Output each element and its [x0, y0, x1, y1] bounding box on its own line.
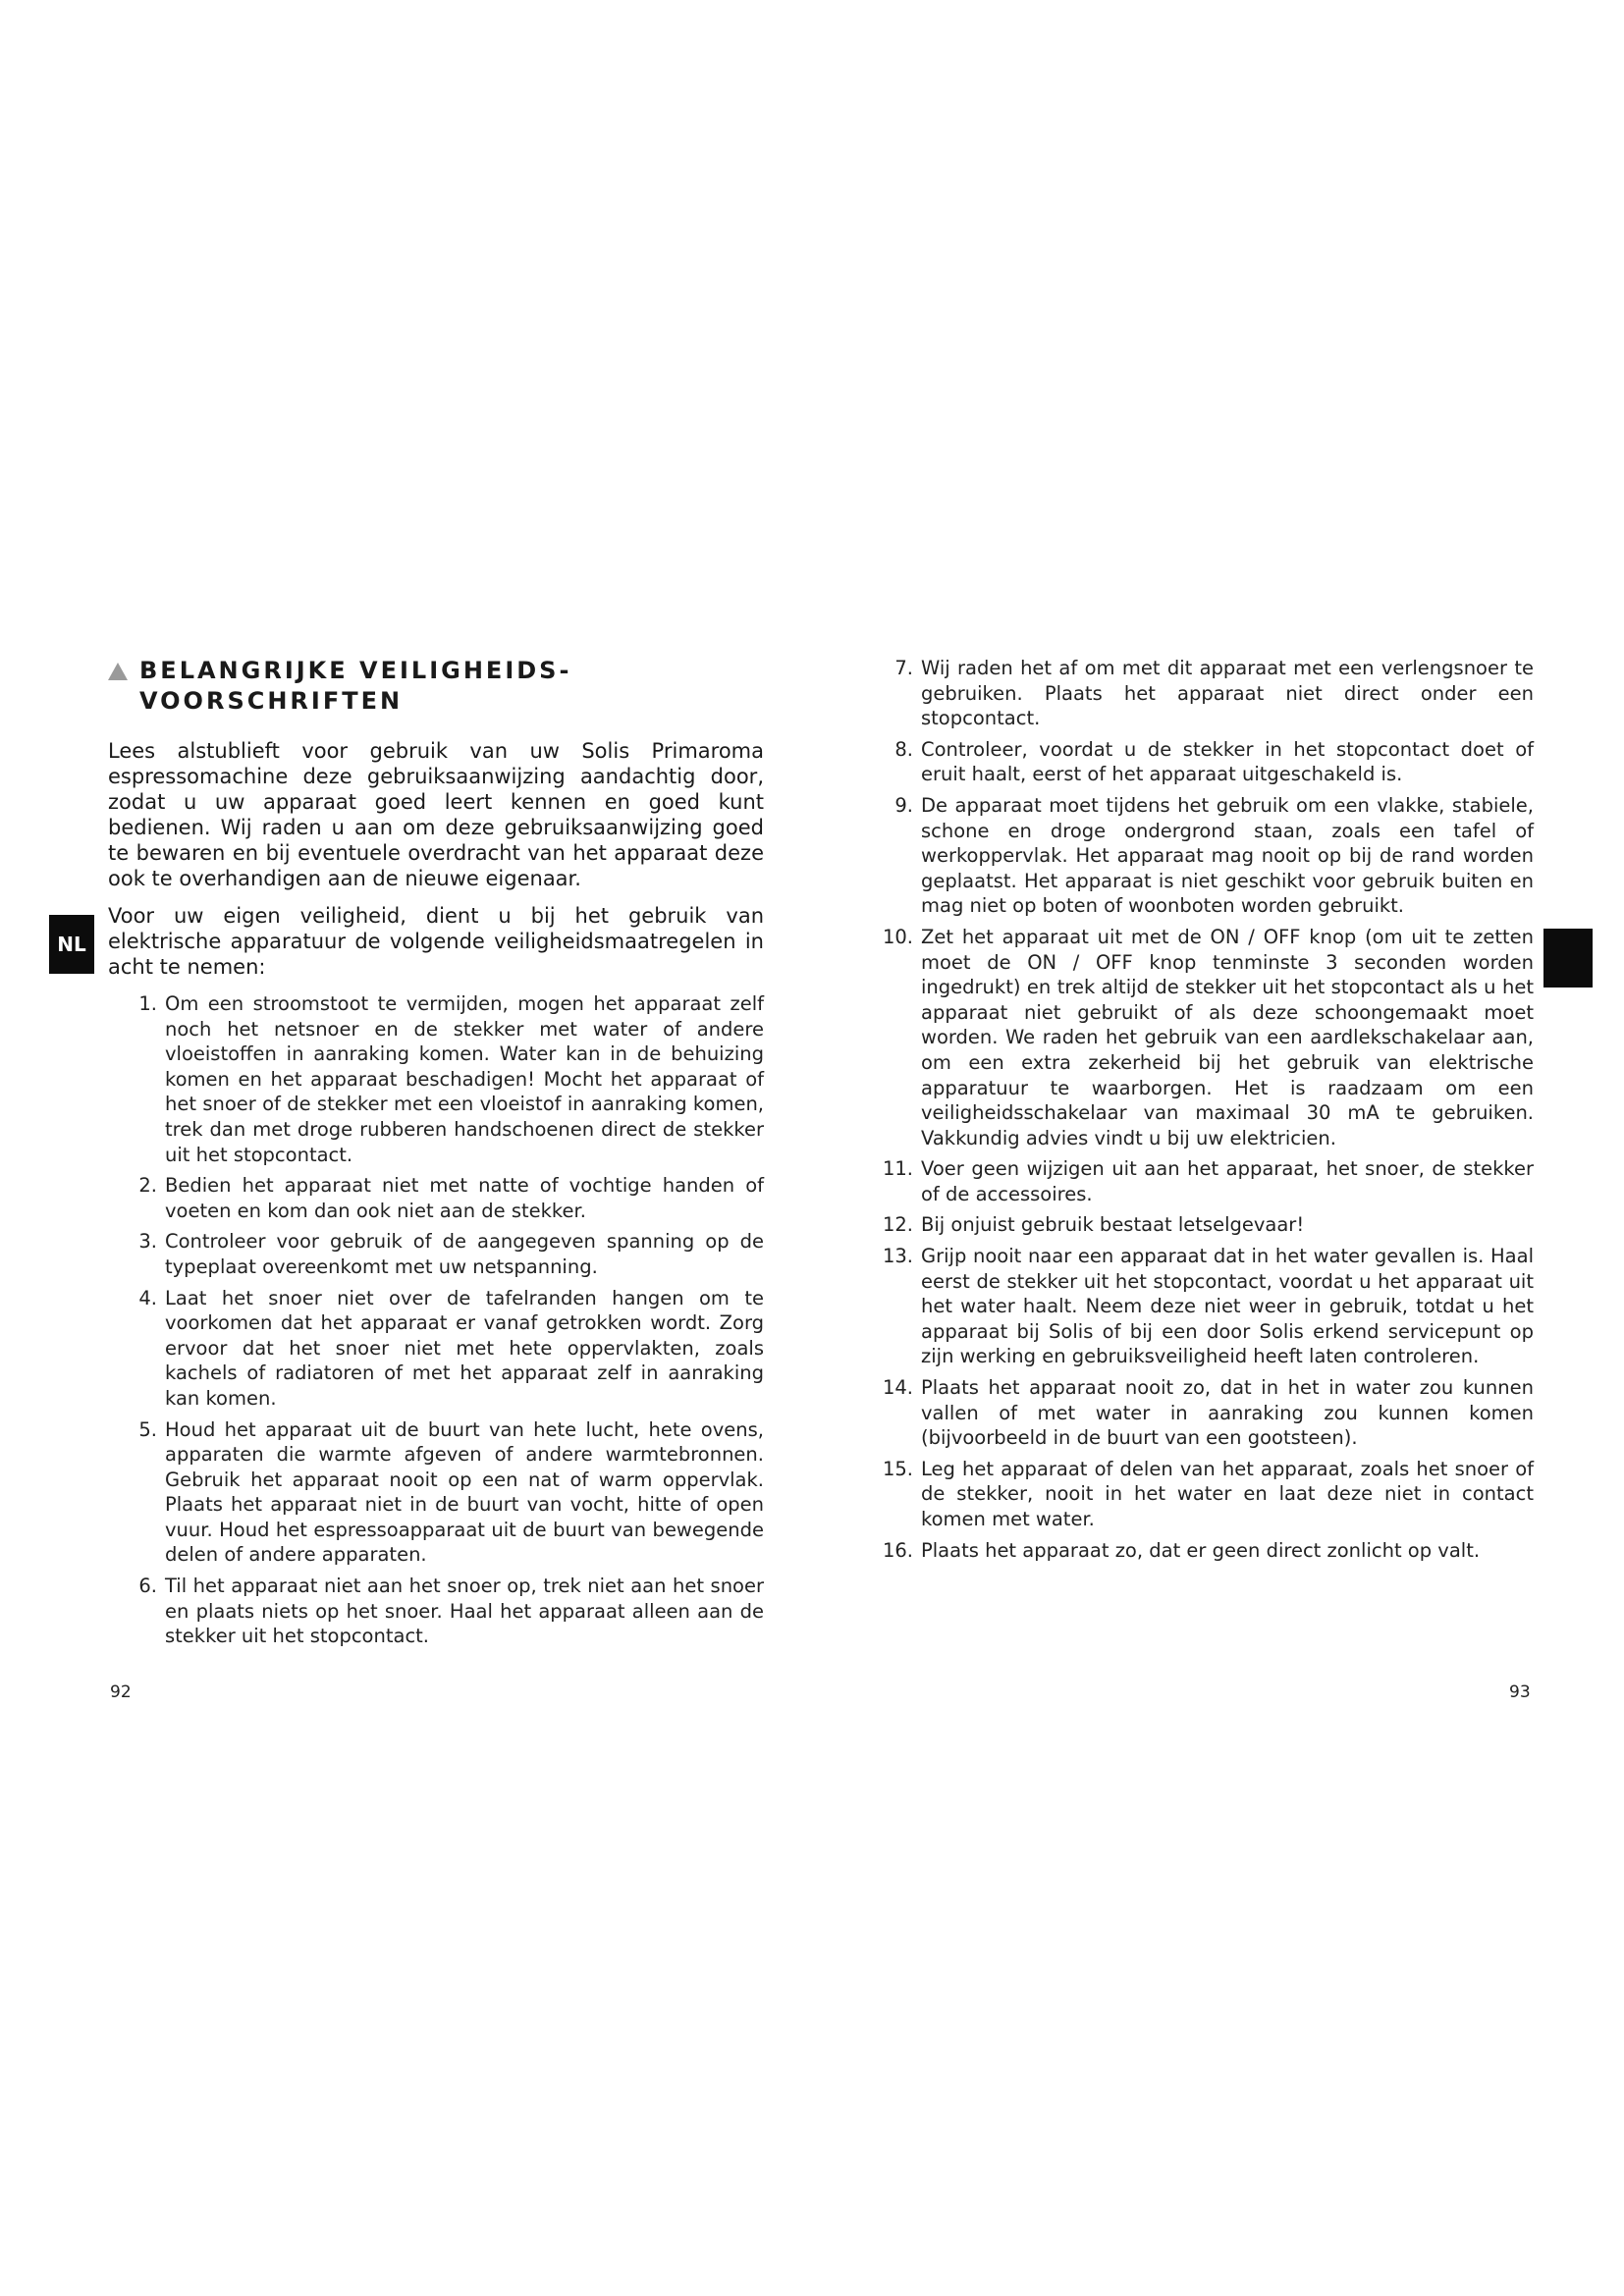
intro-paragraph-2: Voor uw eigen veiligheid, dient u bij het gebruik van elektrische apparatuur de volgende veiligheidsmaatregelen in acht te nemen:	[108, 904, 764, 979]
item-number: 9.	[894, 793, 913, 817]
page-edge-tab	[1543, 929, 1593, 988]
section-heading	[108, 656, 764, 717]
item-number: 10.	[882, 925, 913, 948]
intro-paragraph-1: Lees alstublieft voor gebruik van uw Solis Primaroma espressomachine deze gebruiksaanwijzing aandachtig door, zodat u uw apparaat goed leert kennen en goed kunt bedienen. Wij raden u aan om deze gebruiksaanwijzing goed te bewaren en bij eventuele overdracht van het apparaat deze ook te overhandigen aan de nieuwe eigenaar.	[108, 739, 764, 890]
list-item	[876, 737, 1534, 787]
item-text: Leg het apparaat of delen van het apparaat, zoals het snoer of de stekker, nooit in het water en laat deze niet in contact komen met water.	[921, 1457, 1534, 1530]
item-text: Bedien het apparaat niet met natte of vochtige handen of voeten en kom dan ook niet aan de stekker.	[165, 1174, 764, 1222]
warning-triangle-icon	[108, 663, 128, 680]
list-item	[120, 1417, 764, 1569]
item-number: 11.	[882, 1157, 913, 1181]
item-text: Controleer, voordat u de stekker in het stopcontact doet of eruit haalt, eerst of het apparaat uitgeschakeld is.	[921, 737, 1534, 786]
item-number: 13.	[882, 1245, 913, 1268]
list-item	[876, 1244, 1534, 1369]
item-text: Plaats het apparaat nooit zo, dat in het in water zou kunnen vallen of met water in aanraking zou kunnen komen (bijvoorbeeld in de buurt van een gootsteen).	[921, 1376, 1534, 1450]
item-number: 5.	[138, 1417, 157, 1441]
list-item	[876, 1156, 1534, 1206]
item-number: 7.	[894, 657, 913, 679]
item-number: 16.	[882, 1538, 913, 1562]
item-number: 8.	[894, 737, 913, 761]
list-item	[876, 1375, 1534, 1451]
list-item	[876, 1212, 1534, 1238]
page-number-left: 92	[110, 1682, 132, 1702]
item-text: Bij onjuist gebruik bestaat letselgevaar!	[921, 1213, 1305, 1237]
language-tab-nl: NL	[49, 915, 94, 974]
item-text: Zet het apparaat uit met de ON / OFF knop (om uit te zetten moet de ON / OFF knop tenminste 3 seconden worden ingedrukt) en trek altijd de stekker uit het stopcontact als u het apparaat niet gebruikt of als deze schoongemaakt moet worden. We raden het gebruik van een aardlekschakelaar aan, om een extra zekerheid bij het gebruik van elektrische apparatuur te waarborgen. Het is raadzaam om een veiligheidsschakelaar van maximaal 30 mA te gebruiken. Vakkundig advies vindt u bij uw elektricien.	[921, 925, 1534, 1149]
list-item	[876, 1457, 1534, 1532]
item-number: 14.	[882, 1376, 913, 1400]
heading-line-1: BELANGRIJKE VEILIGHEIDS-	[139, 657, 572, 684]
list-item	[876, 793, 1534, 919]
item-text: Til het apparaat niet aan het snoer op, trek niet aan het snoer en plaats niets op het snoer. Haal het apparaat alleen aan de stekker uit het stopcontact.	[165, 1575, 764, 1648]
right-page-column	[876, 656, 1534, 1569]
list-item	[876, 1538, 1534, 1564]
list-item	[876, 925, 1534, 1150]
list-item	[120, 1173, 764, 1223]
safety-list-left	[120, 991, 764, 1649]
list-item	[120, 1286, 764, 1412]
item-text: Laat het snoer niet over de tafelranden hangen om te voorkomen dat het apparaat er vanaf getrokken wordt. Zorg ervoor dat het snoer niet met hete oppervlakten, zoals kachels of radiatoren of met het apparaat zelf in aanraking kan komen.	[165, 1286, 764, 1410]
item-number: 3.	[138, 1230, 157, 1254]
item-text: De apparaat moet tijdens het gebruik om een vlakke, stabiele, schone en droge ondergrond staan, zoals een tafel of werkoppervlak. Het apparaat mag nooit op bij de rand worden geplaatst. Het apparaat is niet geschikt voor gebruik buiten en mag niet op boten of woonboten worden gebruikt.	[921, 793, 1534, 918]
item-number: 15.	[882, 1457, 913, 1480]
list-item	[120, 1229, 764, 1279]
list-item	[120, 1574, 764, 1649]
item-text: Voer geen wijzigen uit aan het apparaat, het snoer, de stekker of de accessoires.	[921, 1157, 1534, 1205]
item-number: 6.	[138, 1575, 157, 1598]
item-number: 1.	[138, 992, 157, 1015]
list-item	[876, 656, 1534, 731]
item-text: Controleer voor gebruik of de aangegeven spanning op de typeplaat overeenkomt met uw netspanning.	[165, 1230, 764, 1278]
item-text: Plaats het apparaat zo, dat er geen direct zonlicht op valt.	[921, 1538, 1481, 1562]
item-number: 12.	[882, 1213, 913, 1237]
list-item	[120, 991, 764, 1167]
item-number: 4.	[138, 1286, 157, 1309]
item-text: Houd het apparaat uit de buurt van hete lucht, hete ovens, apparaten die warmte afgeven of andere warmtebronnen. Gebruik het apparaat nooit op een nat of warm oppervlak. Plaats het apparaat niet in de buurt van vocht, hitte of open vuur. Houd het espressoapparaat uit de buurt van bewegende delen of andere apparaten.	[165, 1417, 764, 1567]
heading-line-2: VOORSCHRIFTEN	[139, 687, 404, 715]
left-page-column	[108, 656, 764, 1655]
item-text: Wij raden het af om met dit apparaat met een verlengsnoer te gebruiken. Plaats het apparaat niet direct onder een stopcontact.	[921, 657, 1534, 730]
item-number: 2.	[138, 1174, 157, 1198]
item-text: Om een stroomstoot te vermijden, mogen het apparaat zelf noch het netsnoer en de stekker met water of andere vloeistoffen in aanraking komen. Water kan in de behuizing komen en het apparaat beschadigen! Mocht het apparaat of het snoer of de stekker met een vloeistof in aanraking komen, trek dan met droge rubberen handschoenen direct de stekker uit het stopcontact.	[165, 992, 764, 1166]
item-text: Grijp nooit naar een apparaat dat in het water gevallen is. Haal eerst de stekker uit het stopcontact, voordat u het apparaat uit het water haalt. Neem deze niet weer in gebruik, totdat u het apparaat bij Solis of bij een door Solis erkend servicepunt op zijn werking en gebruiksveiligheid heeft laten controleren.	[921, 1245, 1534, 1368]
safety-list-right	[876, 656, 1534, 1563]
page-number-right: 93	[1509, 1682, 1531, 1702]
